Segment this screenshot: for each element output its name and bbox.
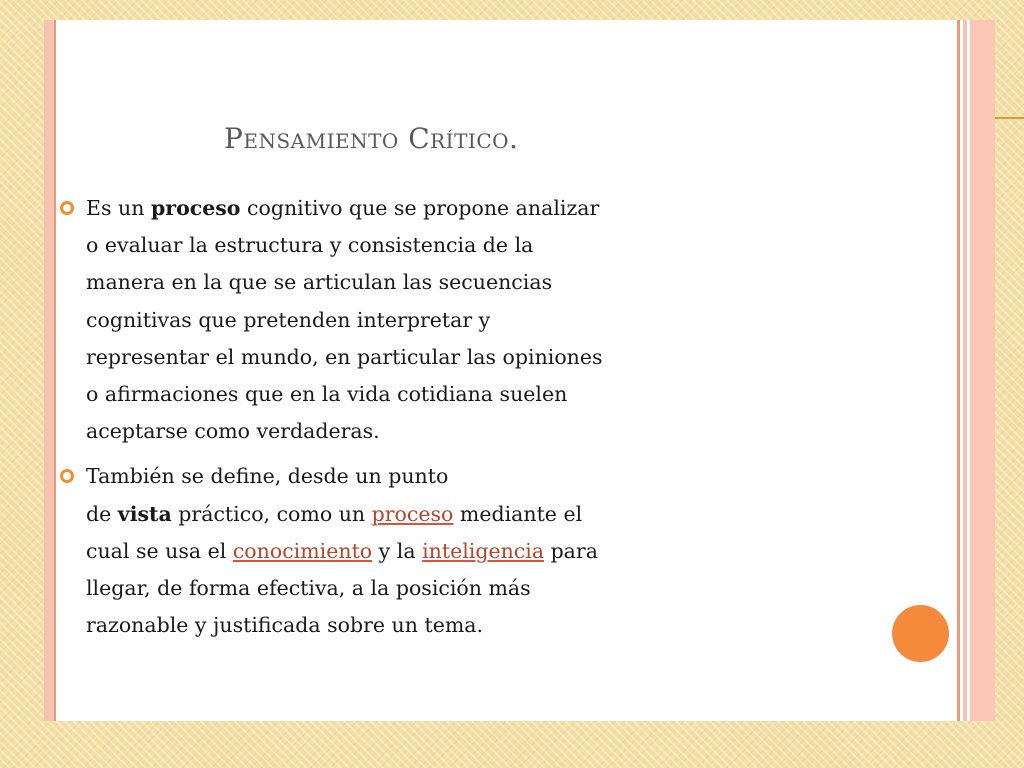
bullet-line: cognitivas que pretenden interpretar y [86, 307, 491, 332]
bullet-item-1 [60, 190, 860, 450]
decorative-line [995, 117, 1024, 119]
link-proceso[interactable]: proceso [371, 501, 454, 526]
link-inteligencia[interactable]: inteligencia [422, 538, 545, 563]
bullet-item-2 [60, 458, 860, 644]
bullet-line: o afirmaciones que en la vida cotidiana suelen [86, 382, 568, 407]
text-span: cognitivo que se propone analizar [240, 196, 600, 220]
bullet-line [86, 533, 860, 570]
bullet-line: o evaluar la estructura y consistencia de la [86, 233, 534, 258]
bullet-line [86, 190, 860, 227]
text-span: para [544, 538, 598, 563]
link-conocimiento[interactable]: conocimiento [232, 538, 373, 563]
bullet-line: También se define, desde un punto [86, 464, 449, 489]
slide-body [60, 190, 860, 644]
text-span: cual se usa el [86, 538, 233, 563]
bullet-line [86, 496, 860, 533]
decorative-circle [892, 605, 949, 662]
bold-term: proceso [150, 196, 241, 220]
text-span: práctico, como un [171, 501, 372, 526]
right-border-stripes [957, 20, 995, 721]
slide-title: Pensamiento Crítico. [224, 122, 519, 155]
bold-term: vista [117, 501, 172, 526]
text-span: de [86, 501, 118, 526]
text-span: y la [372, 538, 423, 563]
bullet-line: aceptarse como verdaderas. [86, 419, 380, 444]
bullet-circle-icon [60, 469, 74, 483]
bullet-line: manera en la que se articulan las secuencias [86, 270, 553, 295]
text-span: mediante el [453, 501, 583, 526]
bullet-line: representar el mundo, en particular las opiniones [86, 344, 603, 369]
bullet-circle-icon [60, 201, 74, 215]
bullet-line: razonable y justificada sobre un tema. [86, 613, 484, 638]
bullet-line: llegar, de forma efectiva, a la posición más [86, 576, 531, 601]
text-span: Es un [86, 196, 151, 220]
left-border-stripe [44, 20, 54, 721]
